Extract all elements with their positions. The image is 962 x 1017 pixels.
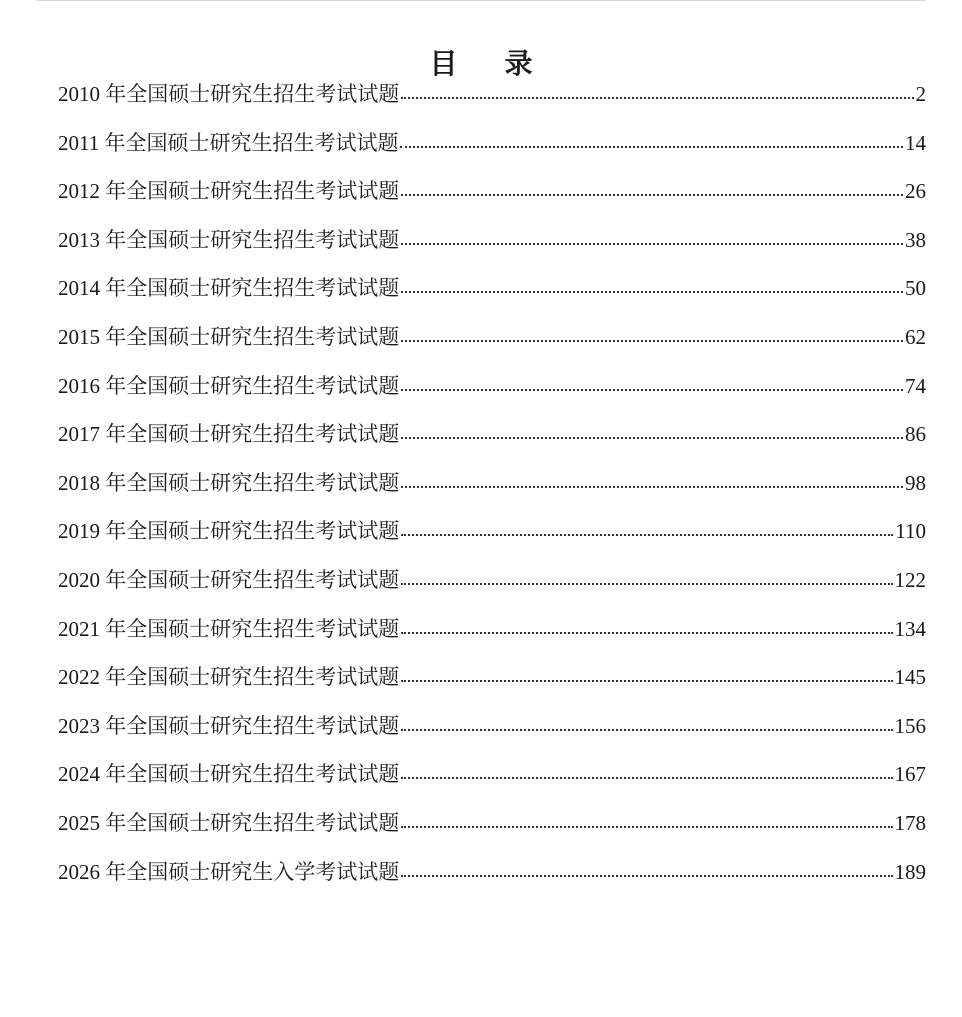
toc-entry-title: 2021 年全国硕士研究生招生考试试题 xyxy=(58,616,400,641)
dot-leader xyxy=(401,97,913,99)
toc-entry-title: 2013 年全国硕士研究生招生考试试题 xyxy=(58,227,400,252)
top-divider xyxy=(36,0,926,1)
dot-leader xyxy=(401,534,893,536)
toc-entry-title: 2026 年全国硕士研究生入学考试试题 xyxy=(58,859,400,884)
toc-entry-title: 2019 年全国硕士研究生招生考试试题 xyxy=(58,519,400,544)
dot-leader xyxy=(401,291,903,293)
toc-entry-page: 98 xyxy=(905,470,926,495)
toc-entry[interactable] xyxy=(58,750,926,799)
toc-entry[interactable] xyxy=(58,70,926,119)
toc-entry-page: 178 xyxy=(894,810,926,835)
toc-entry[interactable] xyxy=(58,556,926,605)
toc-entry-title: 2024 年全国硕士研究生招生考试试题 xyxy=(58,762,400,787)
toc-entry-title: 2018 年全国硕士研究生招生考试试题 xyxy=(58,470,400,495)
toc-entry-title: 2015 年全国硕士研究生招生考试试题 xyxy=(58,324,400,349)
toc-entry[interactable] xyxy=(58,459,926,508)
toc-entry-page: 134 xyxy=(894,616,926,641)
toc-entry-page: 110 xyxy=(895,519,926,544)
dot-leader xyxy=(401,826,892,828)
dot-leader xyxy=(401,632,892,634)
toc-entry-page: 156 xyxy=(894,713,926,738)
dot-leader xyxy=(401,194,903,196)
toc-entry-page: 26 xyxy=(905,179,926,204)
dot-leader xyxy=(400,146,903,148)
toc-entry[interactable] xyxy=(58,799,926,848)
toc-entry-page: 14 xyxy=(905,130,926,155)
dot-leader xyxy=(401,389,903,391)
toc-entry-page: 189 xyxy=(894,859,926,884)
toc-title: 目 录 xyxy=(429,48,553,80)
dot-leader xyxy=(401,777,892,779)
toc-entry-title: 2017 年全国硕士研究生招生考试试题 xyxy=(58,422,400,447)
toc-entry[interactable] xyxy=(58,313,926,362)
toc-entry[interactable] xyxy=(58,653,926,702)
toc-entry-page: 86 xyxy=(905,422,926,447)
toc-entry-title: 2025 年全国硕士研究生招生考试试题 xyxy=(58,810,400,835)
toc-entry[interactable] xyxy=(58,167,926,216)
dot-leader xyxy=(401,680,892,682)
toc-entry-title: 2016 年全国硕士研究生招生考试试题 xyxy=(58,373,400,398)
toc-list xyxy=(58,70,926,896)
toc-entry-page: 50 xyxy=(905,276,926,301)
dot-leader xyxy=(401,486,903,488)
dot-leader xyxy=(401,729,892,731)
toc-entry[interactable] xyxy=(58,848,926,897)
toc-entry-page: 74 xyxy=(905,373,926,398)
toc-entry-title: 2011 年全国硕士研究生招生考试试题 xyxy=(58,130,399,155)
dot-leader xyxy=(401,875,892,877)
toc-entry-page: 145 xyxy=(894,665,926,690)
toc-entry-page: 167 xyxy=(894,762,926,787)
dot-leader xyxy=(401,437,903,439)
toc-entry-title: 2020 年全国硕士研究生招生考试试题 xyxy=(58,567,400,592)
toc-entry-title: 2012 年全国硕士研究生招生考试试题 xyxy=(58,179,400,204)
toc-entry[interactable] xyxy=(58,605,926,654)
toc-entry[interactable] xyxy=(58,264,926,313)
dot-leader xyxy=(401,243,903,245)
toc-entry[interactable] xyxy=(58,216,926,265)
toc-entry-page: 62 xyxy=(905,324,926,349)
toc-entry[interactable] xyxy=(58,702,926,751)
dot-leader xyxy=(401,583,892,585)
toc-entry-page: 2 xyxy=(915,82,926,106)
dot-leader xyxy=(401,340,903,342)
toc-entry-page: 122 xyxy=(894,567,926,592)
toc-entry[interactable] xyxy=(58,507,926,556)
toc-entry[interactable] xyxy=(58,119,926,168)
toc-entry-page: 38 xyxy=(905,227,926,252)
toc-entry-title: 2023 年全国硕士研究生招生考试试题 xyxy=(58,713,400,738)
toc-entry-title: 2022 年全国硕士研究生招生考试试题 xyxy=(58,665,400,690)
toc-entry-title: 2010 年全国硕士研究生招生考试试题 xyxy=(58,82,400,106)
toc-entry[interactable] xyxy=(58,362,926,411)
toc-entry[interactable] xyxy=(58,410,926,459)
toc-entry-title: 2014 年全国硕士研究生招生考试试题 xyxy=(58,276,400,301)
